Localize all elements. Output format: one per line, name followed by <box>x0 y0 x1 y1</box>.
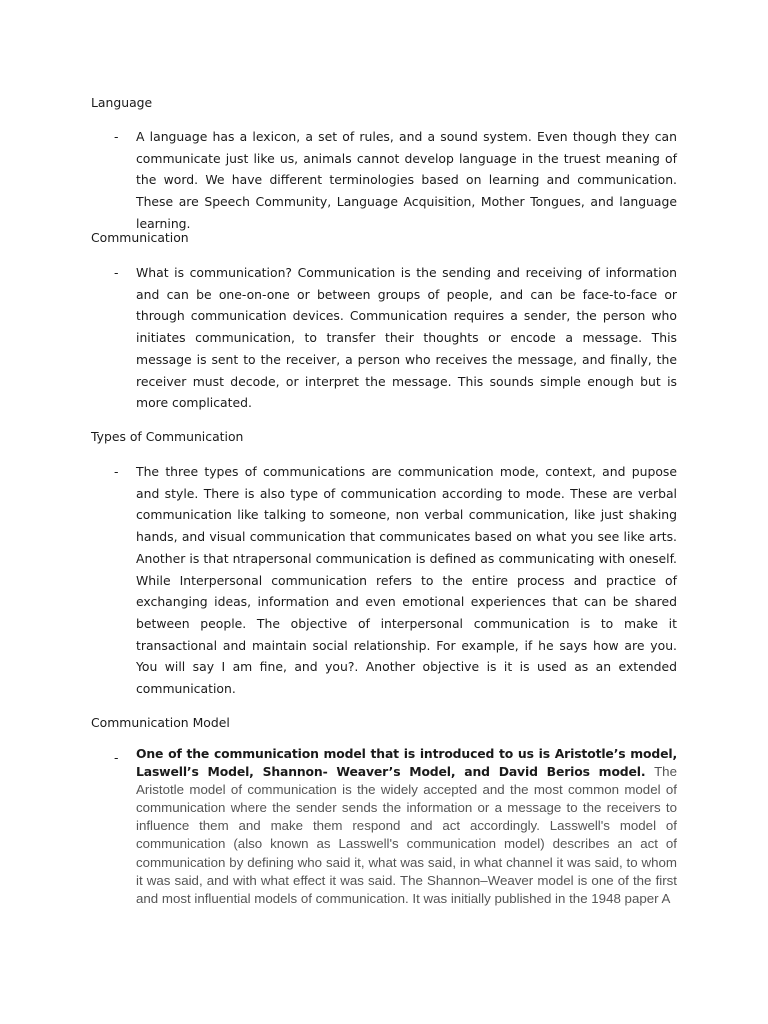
bullet-dash: - <box>114 464 119 479</box>
quoted-text: The Aristotle model of communication is the widely accepted and the most common model of communication where the sender sends the information or a message to the receivers to influence them and make them respond and act accordingly. Lasswell's model of communication (also known as Lasswell's communication model) describes an act of communication by defining who said it, what was said, in what channel it was said, to whom it was said, and with what effect it was said. The Shannon–Weaver model is one of the first and most influential models of communication. It was initially published in the 1948 paper A <box>136 764 677 906</box>
bullet-dash: - <box>114 750 119 765</box>
bold-text: One of the communication model that is introduced to us is Aristotle’s model, Laswell’s Model, Shannon- Weaver’s Model, and David Berios model. <box>136 746 677 780</box>
paragraph-communication: What is communication? Communication is the sending and receiving of information and can be one-on-one or between groups of people, and can be face-to-face or through communication devices. Communication requires a sender, the person who initiates communication, to transfer their thoughts or encode a message. This message is sent to the receiver, a person who receives the message, and finally, the receiver must decode, or interpret the message. This sounds simple enough but is more complicated. <box>136 265 677 411</box>
heading-language: Language <box>91 95 153 110</box>
bullet-dash: - <box>114 265 119 280</box>
heading-communication-model: Communication Model <box>91 715 230 730</box>
paragraph-language: A language has a lexicon, a set of rules, and a sound system. Even though they can communicate just like us, animals cannot develop language in the truest meaning of the word. We have different terminologies based on learning and communication. These are Speech Community, Language Acquisition, Mother Tongues, and language learning. <box>136 129 677 231</box>
heading-types-of-communication: Types of Communication <box>91 429 244 444</box>
bullet-dash: - <box>114 129 119 144</box>
paragraph-types-of-communication: The three types of communications are communication mode, context, and pupose and style. There is also type of communication according to mode. These are verbal communication like talking to someone, non verbal communication, like just shaking hands, and visual communication that communicates based on what you see like arts. Another is that ntrapersonal communication is defined as communicating with oneself. While Interpersonal communication refers to the entire process and practice of exchanging ideas, information and even emotional experiences that can be shared between people. The objective of interpersonal communication is to make it transactional and maintain social relationship. For example, if he says how are you. You will say I am fine, and you?. Another objective is it is used as an extended communication. <box>136 464 677 697</box>
paragraph-communication-model <box>136 745 677 908</box>
heading-communication: Communication <box>91 230 189 245</box>
